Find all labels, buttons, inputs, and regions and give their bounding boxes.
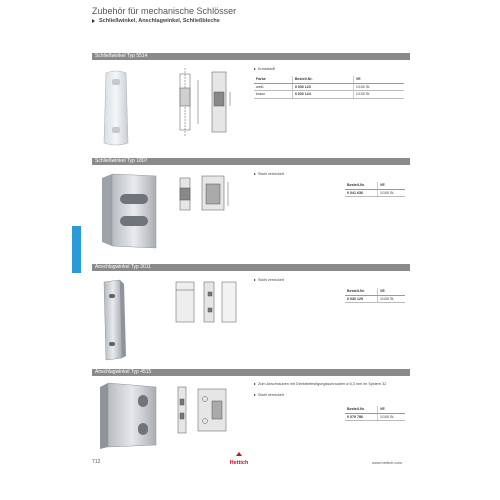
column-header: VE [353, 76, 404, 83]
feature-bullet [254, 172, 404, 177]
product-photo [98, 278, 128, 362]
feature-text: Zum Anschrauben mit Direktbefestigungsschrauben ø 6,3 mm im System 32 [258, 382, 387, 386]
color-cell: braun [254, 91, 292, 99]
technical-drawing [168, 381, 248, 441]
article-number-cell: 0 041 636 [345, 189, 377, 197]
column-header: Bestell-Nr. [292, 76, 353, 83]
column-header: Farbe [254, 76, 292, 83]
hettich-logo-icon [226, 452, 252, 466]
footer-url[interactable]: www.hettich.com [372, 460, 403, 465]
packing-unit-cell: 1/100 St. [377, 413, 405, 421]
technical-drawing [168, 66, 248, 138]
order-table [345, 288, 405, 303]
column-header: VE [377, 406, 405, 413]
order-table [254, 76, 404, 99]
table-header-row [345, 288, 405, 295]
bullet-triangle-icon [254, 279, 256, 281]
section-header: Schließwinkel Typ 1807 [92, 158, 410, 165]
packing-unit-cell: 1/100 St. [353, 91, 404, 99]
page-subtitle-text: Schließwinkel, Anschlagwinkel, Schließbleche [99, 18, 220, 24]
table-header-row [345, 182, 405, 189]
section-schliesswinkel-1807 [92, 158, 410, 258]
column-header: Bestell-Nr. [345, 182, 377, 189]
bullet-triangle-icon [92, 19, 95, 23]
table-row [254, 91, 404, 99]
feature-bullet [254, 382, 399, 387]
brand-name: Hettich [229, 460, 249, 466]
table-header-row [254, 76, 404, 83]
product-photo [98, 172, 160, 250]
page-subtitle [92, 18, 220, 24]
article-number-cell: 0 030 124 [292, 91, 353, 99]
table-row [254, 83, 404, 91]
section-header: Anschlagwinkel Typ 4515 [92, 369, 410, 376]
page-number: 712 [92, 459, 101, 465]
bullet-triangle-icon [254, 68, 256, 70]
product-photo [100, 69, 132, 147]
section-anschlagwinkel-3011 [92, 264, 410, 364]
section-anschlagwinkel-4515 [92, 369, 410, 451]
column-header: VE [377, 288, 405, 295]
packing-unit-cell: 1/100 St. [353, 83, 404, 91]
table-row [345, 189, 405, 197]
column-header: Bestell-Nr. [345, 288, 377, 295]
section-schliesswinkel-5514 [92, 53, 410, 153]
section-header: Schließwinkel Typ 5514 [92, 53, 410, 60]
feature-text: Kunststoff [258, 67, 275, 71]
packing-unit-cell: 1/100 St. [377, 295, 405, 303]
technical-drawing [168, 278, 248, 326]
feature-text: Stahl vernickelt [258, 393, 284, 397]
column-header: Bestell-Nr. [345, 406, 377, 413]
section-header: Anschlagwinkel Typ 3011 [92, 264, 410, 271]
feature-text: Stahl vernickelt [258, 278, 284, 282]
product-photo [96, 381, 160, 451]
feature-bullet [254, 67, 404, 72]
bullet-triangle-icon [254, 383, 256, 385]
feature-text: Stahl vernickelt [258, 172, 284, 176]
article-number-cell: 0 030 125 [345, 295, 377, 303]
color-cell: weiß [254, 83, 292, 91]
order-table [345, 182, 405, 197]
column-header: VE [377, 182, 405, 189]
bullet-triangle-icon [254, 394, 256, 396]
article-number-cell: 0 030 123 [292, 83, 353, 91]
feature-bullet [254, 393, 404, 398]
bullet-triangle-icon [254, 173, 256, 175]
packing-unit-cell: 1/100 St. [377, 189, 405, 197]
table-header-row [345, 406, 405, 413]
page-title: Zubehör für mechanische Schlösser [92, 6, 237, 16]
table-row [345, 295, 405, 303]
order-table [345, 406, 405, 421]
article-number-cell: 0 079 786 [345, 413, 377, 421]
feature-bullet [254, 278, 404, 283]
technical-drawing [168, 172, 248, 216]
chapter-tab-marker[interactable] [72, 226, 81, 273]
table-row [345, 413, 405, 421]
